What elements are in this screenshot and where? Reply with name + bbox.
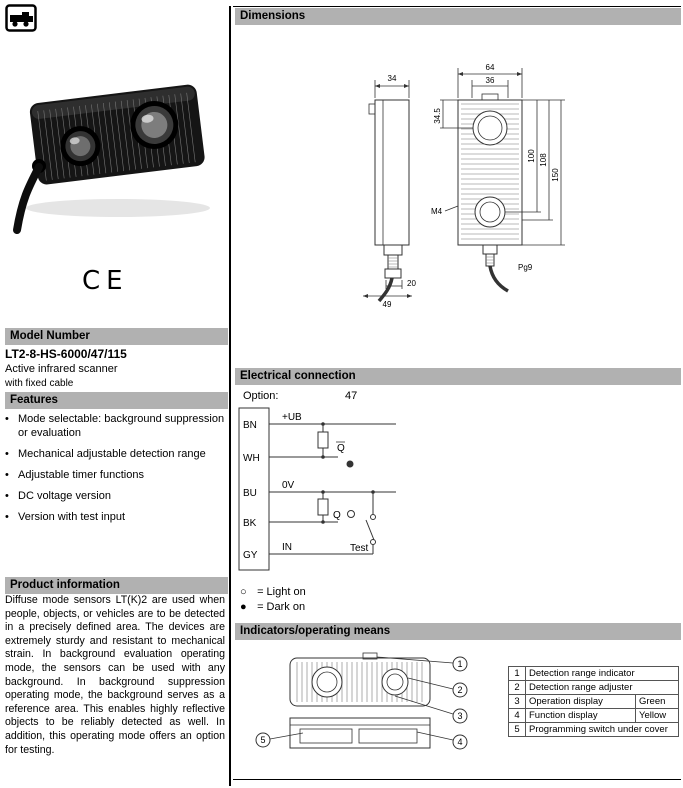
table-row [509, 681, 679, 695]
wire-wh-label: WH [243, 453, 260, 464]
electrical-header: Electrical connection [235, 368, 681, 385]
model-description: Active infrared scanner [5, 363, 118, 375]
wire-bk-label: BK [243, 518, 257, 529]
svg-text:5: 5 [260, 735, 266, 745]
feature-item [5, 510, 226, 524]
model-subdescription: with fixed cable [5, 378, 74, 389]
callout-5 [256, 733, 270, 747]
zero-v-label: 0V [282, 480, 295, 491]
row-label: Programming switch under cover [526, 723, 679, 737]
row-value: Green [636, 695, 679, 709]
feature-text: Mode selectable: background suppression or evaluation [18, 413, 225, 439]
row-num: 1 [509, 667, 526, 681]
light-on-circle [348, 511, 355, 518]
row-num: 5 [509, 723, 526, 737]
feature-item [5, 412, 226, 440]
legend-light-on-text: = Light on [257, 586, 306, 598]
dark-on-dot [347, 461, 354, 468]
row-num: 3 [509, 695, 526, 709]
row-label: Detection range adjuster [526, 681, 679, 695]
callout-2 [453, 683, 467, 697]
feature-text: Mechanical adjustable detection range [18, 448, 206, 460]
callout-4 [453, 735, 467, 749]
dim-34-label: 34 [387, 74, 397, 83]
legend-light-on [240, 586, 306, 599]
bullet: • [5, 448, 9, 460]
thread-m4-label: M4 [431, 207, 443, 216]
sensor-body [29, 84, 206, 186]
dimensions-header: Dimensions [235, 8, 681, 25]
ub-label: +UB [282, 412, 302, 423]
row-label: Function display [526, 709, 636, 723]
model-number-header: Model Number [5, 328, 228, 345]
model-number-value: LT2-8-HS-6000/47/115 [5, 347, 127, 361]
dim-34p5-label: 34.5 [433, 108, 442, 124]
bullet: • [5, 490, 9, 502]
top-rule [233, 6, 681, 7]
bullet: • [5, 413, 9, 425]
row-value: Yellow [636, 709, 679, 723]
wire-bn-label: BN [243, 420, 257, 431]
features-list [5, 412, 226, 531]
column-divider [229, 6, 231, 786]
front-view [431, 63, 565, 291]
row-label: Detection range indicator [526, 667, 679, 681]
vehicle-icon [5, 4, 37, 32]
option-value: 47 [345, 390, 358, 402]
feature-text: DC voltage version [18, 490, 111, 502]
dim-20-label: 20 [407, 279, 416, 288]
test-label: Test [350, 543, 369, 554]
wiring-diagram [238, 404, 448, 584]
q-inverted-label: Q [337, 443, 345, 454]
product-information-text: Diffuse mode sensors LT(K)2 are used when people, objects, or vehicles are to be detected in a precisely defined area. The devices are extremely sturdy and resistant to mechanical strain. In background evaluation operating mode, the sensors can be used with any background. In background suppression operating mode, the background serves as a reference area. This enables highly reflective objects to be reliably detected as well. In addition, this operating mode offers an option for testing. [5, 594, 225, 756]
callout-1 [453, 657, 467, 671]
dimensions-drawing [235, 30, 681, 362]
feature-item [5, 447, 226, 461]
indicators-drawing [245, 648, 495, 766]
features-header: Features [5, 392, 228, 409]
wire-gy-label: GY [243, 550, 258, 561]
filled-circle-symbol: ● [240, 601, 247, 613]
table-row [509, 723, 679, 737]
dim-100-label: 100 [527, 149, 536, 163]
bullet: • [5, 469, 9, 481]
indicators-header: Indicators/operating means [235, 623, 681, 640]
table-row [509, 695, 679, 709]
product-photo [6, 46, 222, 241]
row-num: 4 [509, 709, 526, 723]
q-label: Q [333, 510, 341, 521]
dim-36-label: 36 [485, 76, 495, 85]
indicators-table [508, 666, 679, 737]
callout-3 [453, 709, 467, 723]
feature-text: Adjustable timer functions [18, 469, 144, 481]
legend-dark-on-text: = Dark on [257, 601, 306, 613]
in-label: IN [282, 542, 292, 553]
table-row [509, 667, 679, 681]
svg-text:4: 4 [457, 737, 463, 747]
gland-pg9-label: Pg9 [518, 263, 533, 272]
svg-text:3: 3 [457, 711, 463, 721]
dim-108-label: 108 [539, 153, 548, 167]
feature-text: Version with test input [18, 511, 126, 523]
table-row [509, 709, 679, 723]
svg-text:1: 1 [457, 659, 463, 669]
bullet: • [5, 511, 9, 523]
product-information-header: Product information [5, 577, 228, 594]
wire-bu-label: BU [243, 488, 257, 499]
ce-mark: CE [82, 266, 129, 296]
dim-150-label: 150 [551, 168, 560, 182]
svg-text:2: 2 [457, 685, 463, 695]
open-circle-symbol: ○ [240, 586, 247, 598]
dim-49-label: 49 [382, 300, 392, 309]
option-label: Option: [243, 390, 279, 402]
photo-shadow [26, 199, 210, 217]
dim-64-label: 64 [485, 63, 495, 72]
cable [17, 167, 39, 230]
feature-item [5, 468, 226, 482]
feature-item [5, 489, 226, 503]
bottom-rule [233, 779, 681, 780]
side-view [363, 74, 416, 309]
legend-dark-on [240, 601, 305, 614]
row-label: Operation display [526, 695, 636, 709]
row-num: 2 [509, 681, 526, 695]
